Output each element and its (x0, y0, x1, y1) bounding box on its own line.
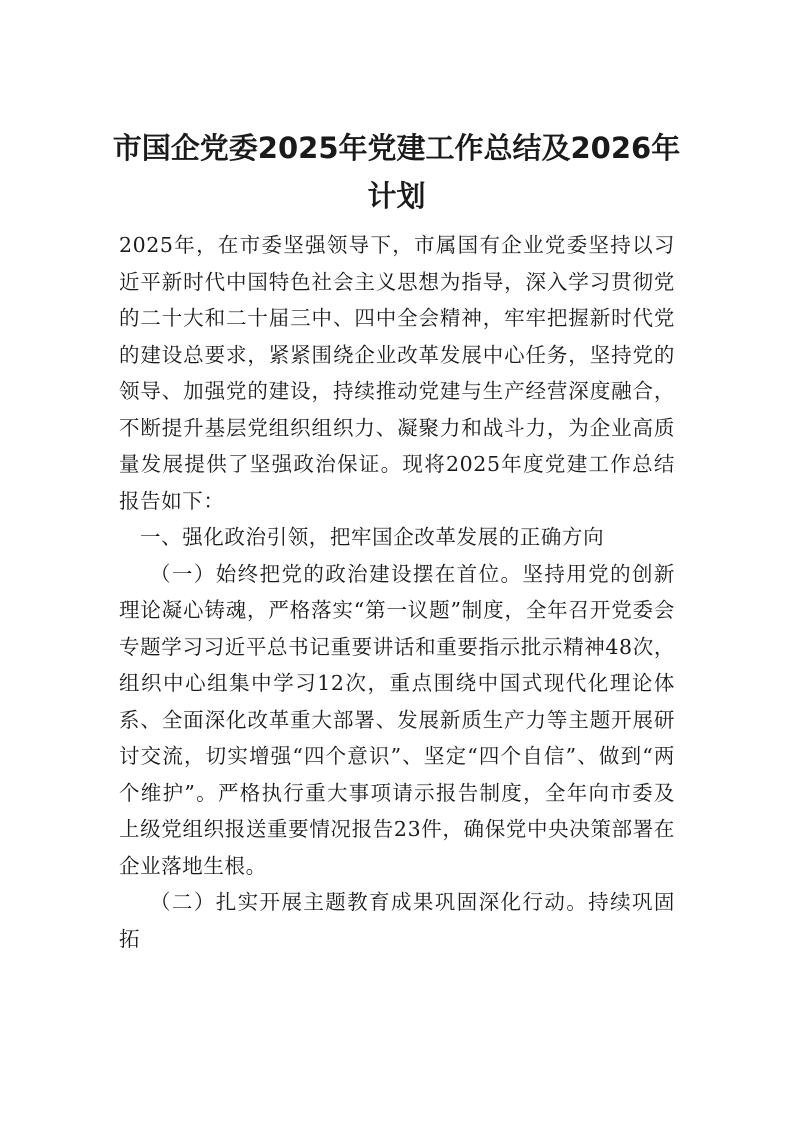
document-body (119, 227, 675, 957)
document-title (110, 124, 683, 220)
subsection-paragraph-2: （二）扎实开展主题教育成果巩固深化行动。持续巩固拓 (119, 890, 675, 951)
section-heading-1: 一、强化政治引领，把牢国企改革发展的正确方向 (140, 525, 605, 549)
title-line-2: 计划 (367, 179, 426, 213)
intro-paragraph: 2025年，在市委坚强领导下，市属国有企业党委坚持以习近平新时代中国特色社会主义思想为指导，深入学习贯彻党的二十大和二十届三中、四中全会精神，牢牢把握新时代党的建设总要求，紧紧围绕企业改革发展中心任务，坚持党的领导、加强党的建设，持续推动党建与生产经营深度融合，不断提升基层党组织组织力、凝聚力和战斗力，为企业高质量发展提供了坚强政治保证。现将2025年度党建工作总结报告如下： (119, 233, 675, 513)
title-line-1: 市国企党委2025年党建工作总结及2026年 (112, 131, 681, 165)
subsection-paragraph-1: （一）始终把党的政治建设摆在首位。坚持用党的创新理论凝心铸魂，严格落实“第一议题”制度，全年召开党委会专题学习习近平总书记重要讲话和重要指示批示精神48次，组织中心组集中学习12次，重点围绕中国式现代化理论体系、全面深化改革重大部署、发展新质生产力等主题开展研讨交流，切实增强“四个意识”、坚定“四个自信”、做到“两个维护”。严格执行重大事项请示报告制度，全年向市委及上级党组织报送重要情况报告23件，确保党中央决策部署在企业落地生根。 (119, 561, 675, 878)
